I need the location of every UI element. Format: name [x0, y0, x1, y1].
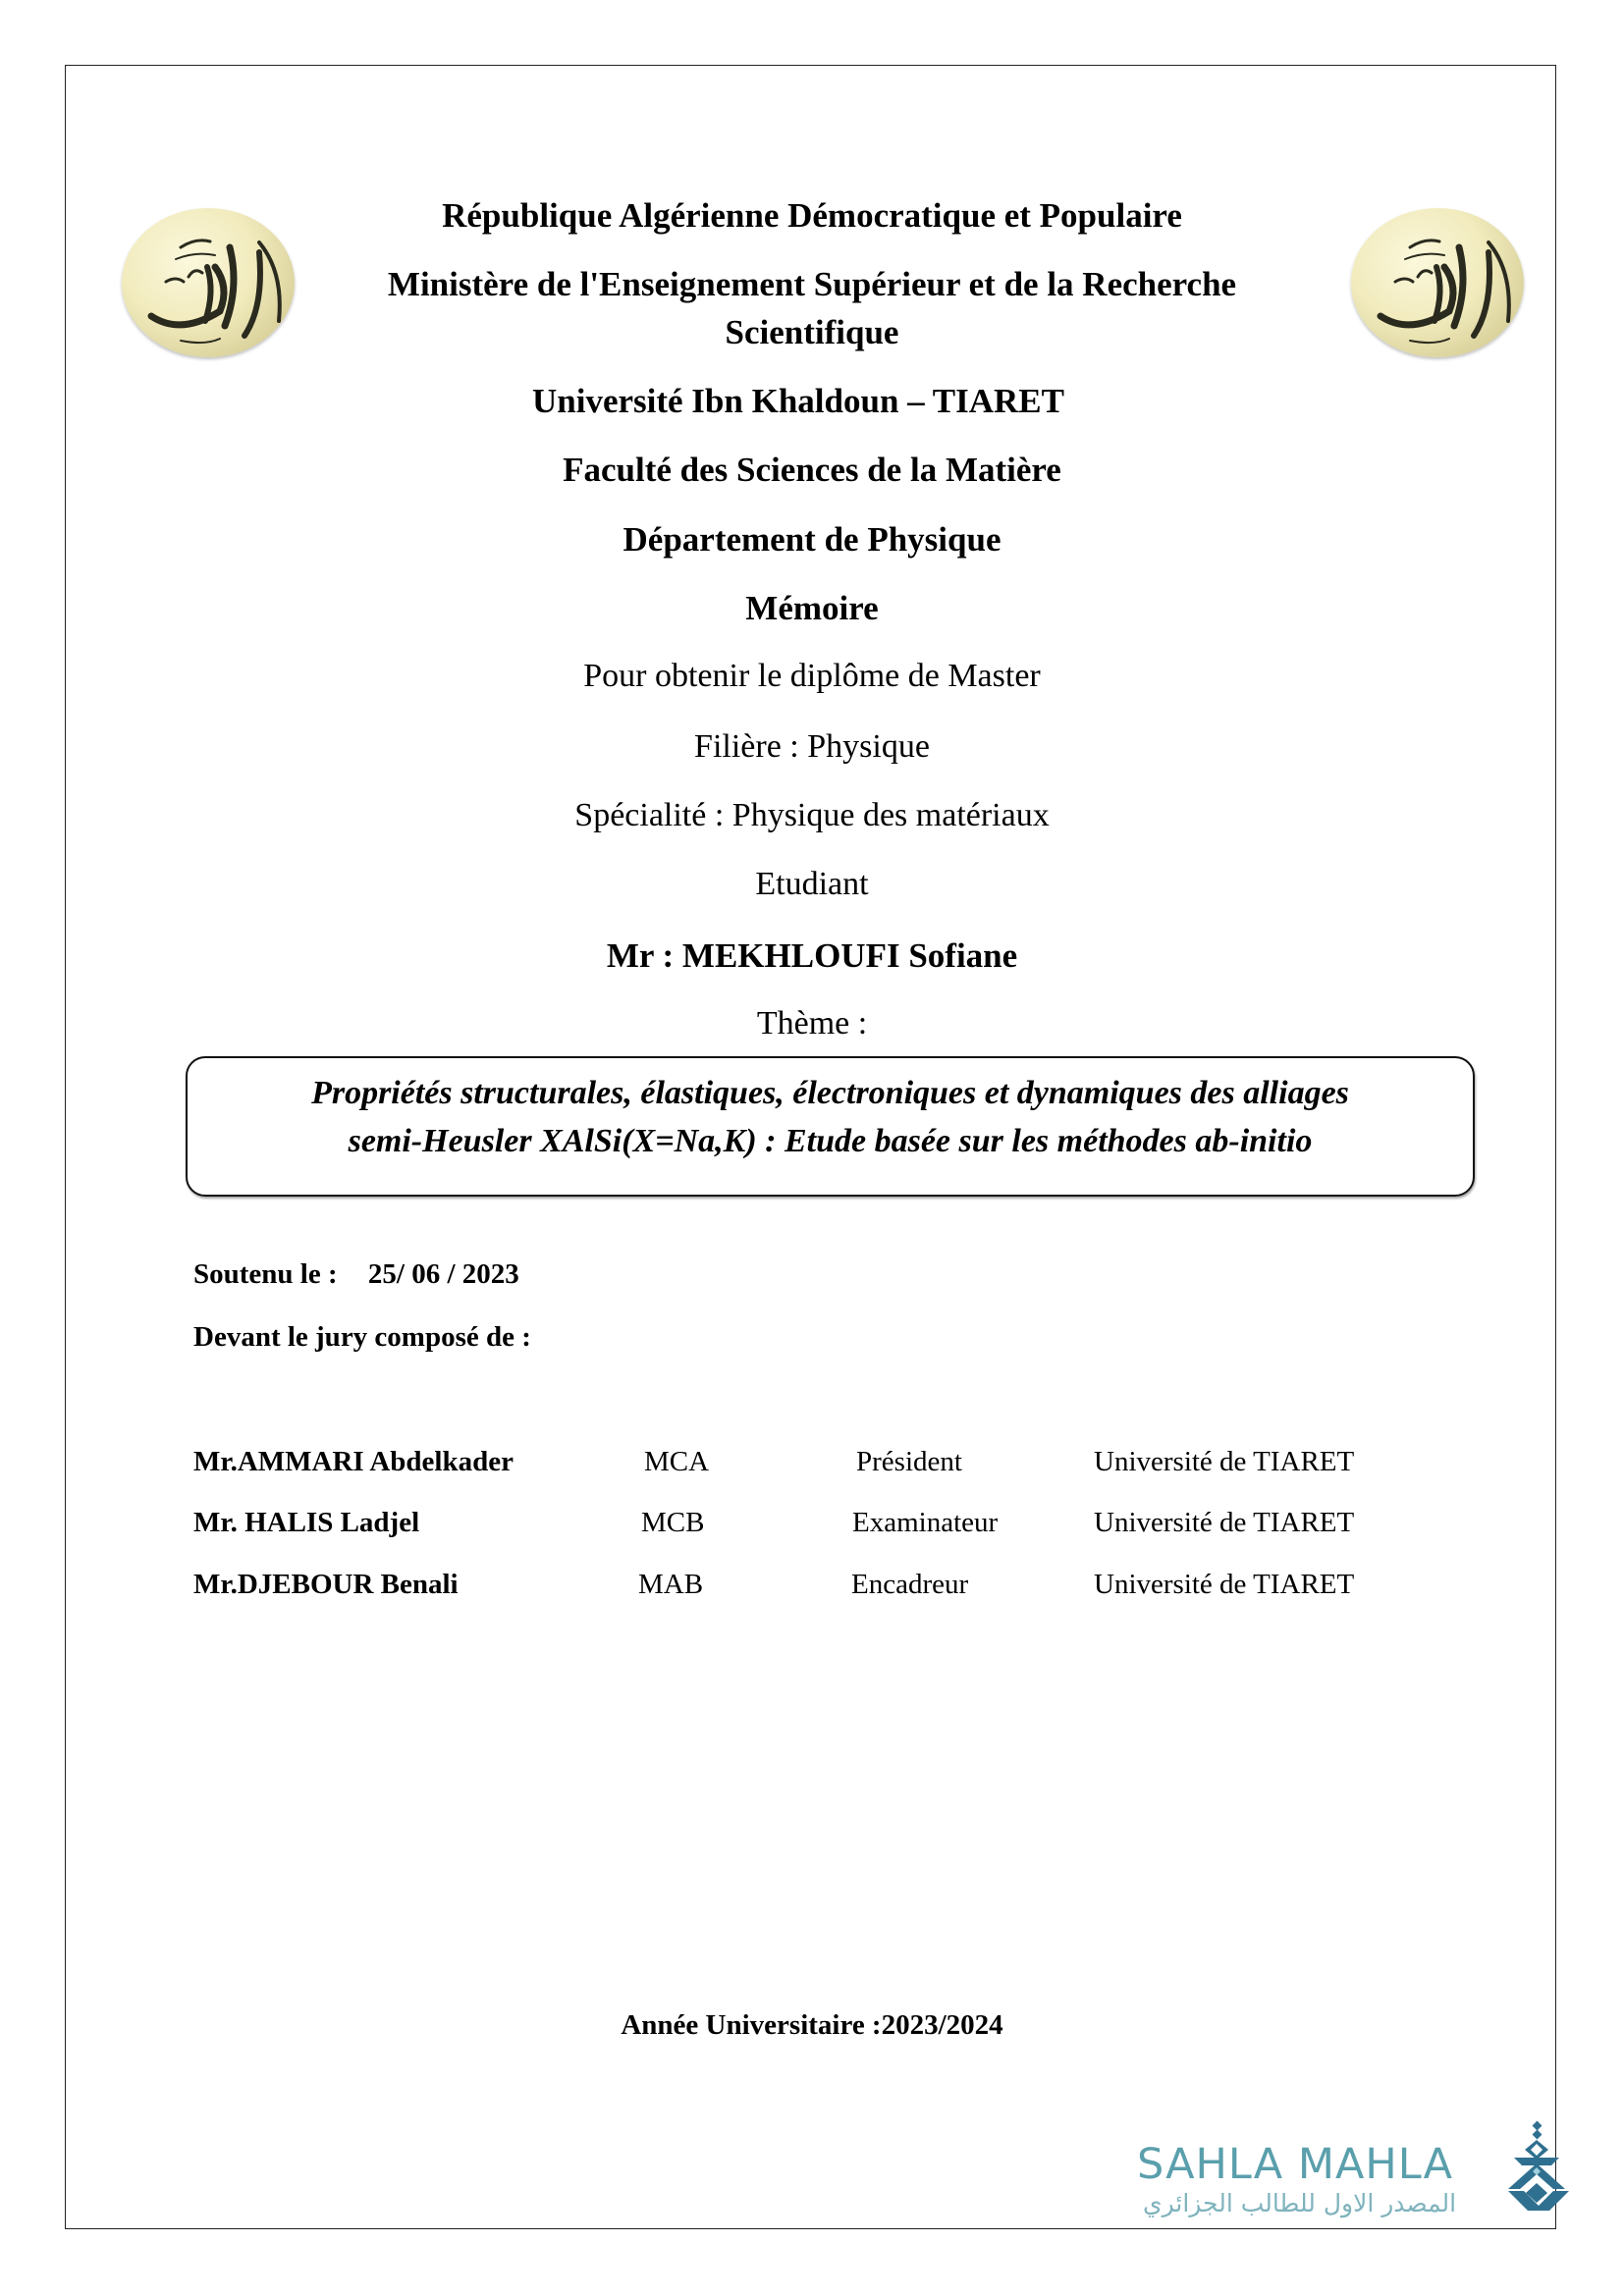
- faculty-name: Faculté des Sciences de la Matière: [563, 451, 1061, 489]
- jury-institution: Université de TIARET: [1094, 1569, 1355, 1600]
- jury-role: Examinateur: [852, 1507, 999, 1538]
- jury-grade: MAB: [638, 1569, 704, 1600]
- jury-name: Mr. HALIS Ladjel: [193, 1507, 420, 1538]
- degree-purpose: Pour obtenir le diplôme de Master: [583, 658, 1041, 694]
- defense-date: 25/ 06 / 2023: [367, 1258, 519, 1290]
- defense-date-label: Soutenu le :: [193, 1258, 338, 1290]
- ministry-title-line1: Ministère de l'Enseignement Supérieur et de la Recherche: [387, 265, 1237, 303]
- ministry-title-line2: Scientifique: [725, 313, 899, 351]
- student-label: Etudiant: [755, 866, 869, 902]
- jury-role: Encadreur: [851, 1569, 969, 1600]
- jury-label: Devant le jury composé de :: [193, 1321, 531, 1353]
- jury-row: [0, 1507, 1624, 1546]
- jury-institution: Université de TIARET: [1094, 1507, 1355, 1538]
- defense-date-row: [193, 1258, 519, 1291]
- republic-title: République Algérienne Démocratique et Populaire: [442, 196, 1182, 235]
- sahla-mahla-logo-icon: [1504, 2120, 1573, 2218]
- jury-institution: Université de TIARET: [1094, 1446, 1355, 1477]
- filiere: Filière : Physique: [694, 728, 930, 765]
- jury-row: [0, 1446, 1624, 1485]
- student-name: Mr : MEKHLOUFI Sofiane: [606, 936, 1018, 975]
- jury-row: [0, 1569, 1624, 1608]
- jury-name: Mr.AMMARI Abdelkader: [193, 1446, 514, 1477]
- theme-box: [186, 1056, 1475, 1197]
- theme-label: Thème :: [756, 1005, 868, 1041]
- watermark-tagline: المصدر الاول للطالب الجزائري: [1143, 2189, 1457, 2217]
- document-type: Mémoire: [745, 589, 879, 627]
- academic-year: Année Universitaire :2023/2024: [621, 2009, 1003, 2041]
- jury-grade: MCA: [644, 1446, 710, 1477]
- jury-role: Président: [856, 1446, 962, 1477]
- jury-grade: MCB: [641, 1507, 705, 1538]
- department-name: Département de Physique: [623, 520, 1001, 559]
- university-name: Université Ibn Khaldoun – TIARET: [531, 382, 1064, 420]
- watermark-name: SAHLA MAHLA: [1137, 2140, 1454, 2189]
- theme-title-line1: Propriétés structurales, élastiques, électroniques et dynamiques des alliages: [311, 1075, 1349, 1111]
- jury-name: Mr.DJEBOUR Benali: [193, 1569, 459, 1600]
- theme-title-line2: semi-Heusler XAlSi(X=Na,K) : Etude basée sur les méthodes ab-initio: [348, 1123, 1313, 1159]
- specialite: Spécialité : Physique des matériaux: [574, 797, 1050, 833]
